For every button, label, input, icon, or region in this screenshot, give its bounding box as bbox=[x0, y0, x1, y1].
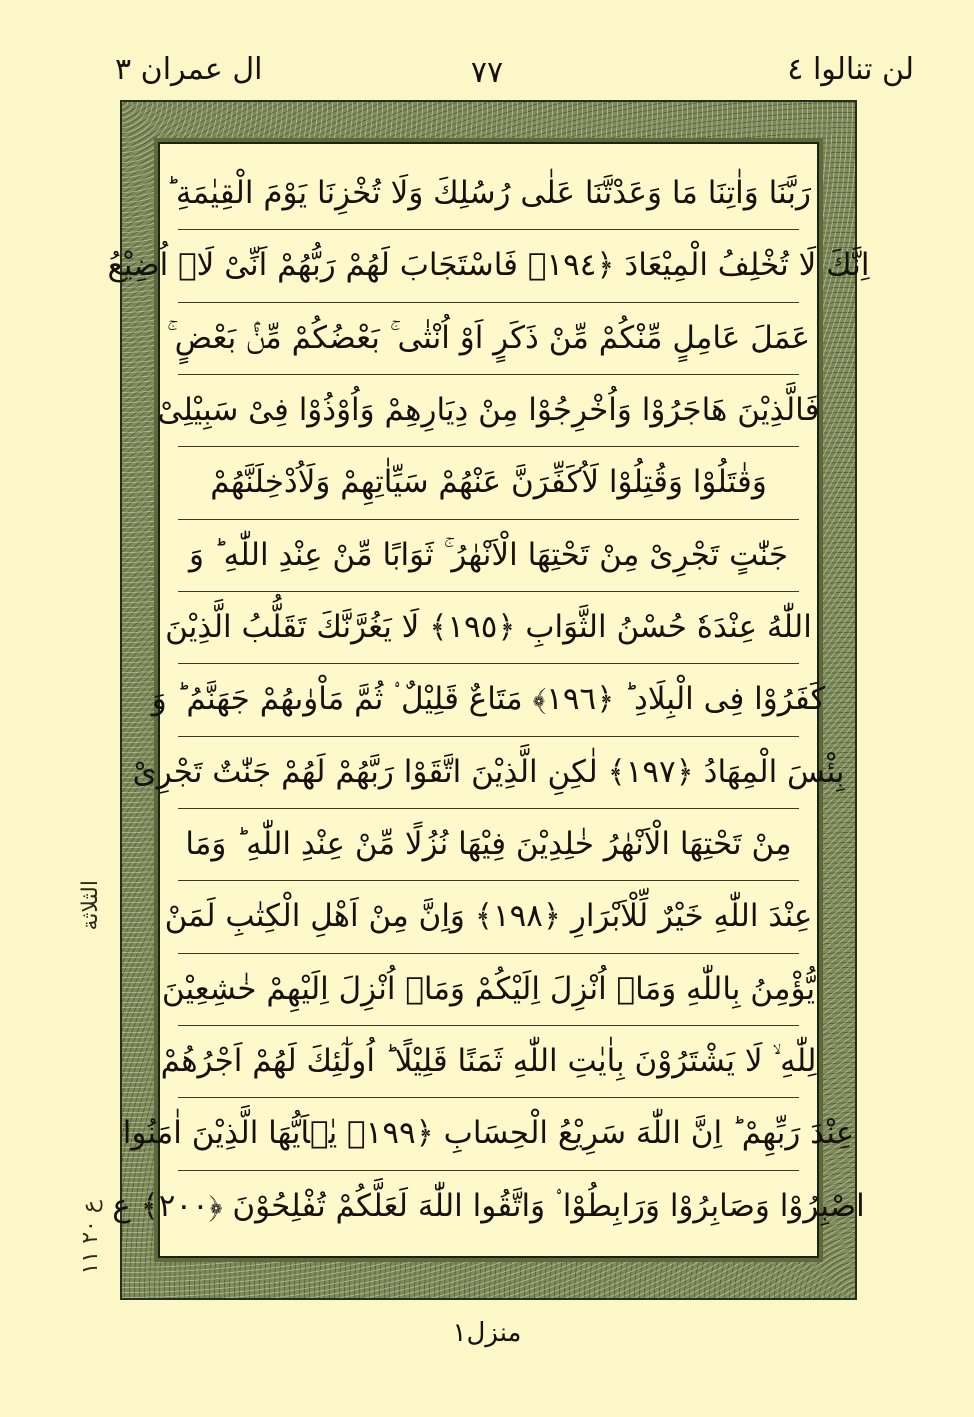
ornamental-border bbox=[107, 100, 870, 1300]
verse-line: اللّٰهُ عِنْدَهٗ حُسْنُ الثَّوَابِ ﴿١٩٥﴾ لَا يَغُرَّنَّكَ تَقَلُّبُ الَّذِيْنَ bbox=[178, 592, 799, 664]
verse-line: فَالَّذِيْنَ هَاجَرُوْا وَاُخْرِجُوْا مِنْ دِيَارِهِمْ وَاُوْذُوْا فِىْ سَبِيْلِىْ bbox=[178, 375, 799, 447]
footer-manzil: منزل١ bbox=[452, 1318, 522, 1348]
verse-line: اصْبِرُوْا وَصَابِرُوْا وَرَابِطُوْا ۟ وَاتَّقُوا اللّٰهَ لَعَلَّكُمْ تُفْلِحُوْنَ ﴿٢٠٠﴾ ع bbox=[112, 1187, 865, 1224]
verse-line: اِنَّكَ لَا تُخْلِفُ الْمِيْعَادَ ﴿١٩٤﴾ فَاسْتَجَابَ لَهُمْ رَبُّهُمْ اَنِّىْ لَاۤ اُضِيْعُ bbox=[178, 230, 799, 302]
verse-lines bbox=[107, 158, 870, 1242]
verse-line: وَقٰتَلُوْا وَقُتِلُوْا لَاُكَفِّرَنَّ عَنْهُمْ سَيِّاٰتِهِمْ وَلَاُدْخِلَنَّهُمْ bbox=[178, 447, 799, 519]
verse-line: مِنْ تَحْتِهَا الْاَنْهٰرُ خٰلِدِيْنَ فِيْهَا نُزُلًا مِّنْ عِنْدِ اللّٰهِ ؕ وَمَا bbox=[178, 809, 799, 881]
verse-line: عَمَلَ عَامِلٍ مِّنْكُمْ مِّنْ ذَكَرٍ اَوْ اُنْثٰى ۚ بَعْضُكُمْ مِّنْۢ بَعْضٍ ۚ bbox=[178, 303, 799, 375]
verse-line: عِنْدَ اللّٰهِ خَيْرٌ لِّلْاَبْرَارِ ﴿١٩٨﴾ وَاِنَّ مِنْ اَهْلِ الْكِتٰبِ لَمَنْ bbox=[178, 881, 799, 953]
header-surah-label: ال عمران ٣ bbox=[115, 52, 263, 87]
verse-line: يُّؤْمِنُ بِاللّٰهِ وَمَاۤ اُنْزِلَ اِلَيْكُمْ وَمَاۤ اُنْزِلَ اِلَيْهِمْ خٰشِعِيْنَ bbox=[178, 954, 799, 1026]
verse-line: رَبَّنَا وَاٰتِنَا مَا وَعَدْتَّنَا عَلٰى رُسُلِكَ وَلَا تُخْزِنَا يَوْمَ الْقِيٰمَةِ ؕ bbox=[178, 158, 799, 230]
header-page-number: ٧٧ bbox=[470, 55, 504, 90]
verse-line: جَنّٰتٍ تَجْرِىْ مِنْ تَحْتِهَا الْاَنْهٰرُ ۚ ثَوَابًا مِّنْ عِنْدِ اللّٰهِ ؕ وَ bbox=[178, 520, 799, 592]
margin-note-lower: ع ٢٠ ١١ bbox=[78, 1200, 103, 1275]
verse-line: كَفَرُوْا فِى الْبِلَادِ ؕ ﴿١٩٦﴾ مَتَاعٌ قَلِيْلٌ ۟ ثُمَّ مَاْوٰىهُمْ جَهَنَّمُ ؕ وَ bbox=[178, 664, 799, 736]
header-juz-label: لن تنالوا ٤ bbox=[787, 52, 914, 87]
verse-line: بِئْسَ الْمِهَادُ ﴿١٩٧﴾ لٰكِنِ الَّذِيْنَ اتَّقَوْا رَبَّهُمْ لَهُمْ جَنّٰتٌ تَجْرِىْ bbox=[178, 737, 799, 809]
margin-note-upper: الثلاثة bbox=[78, 880, 103, 931]
text-panel bbox=[107, 142, 870, 1258]
verse-line: لِلّٰهِ ۙ لَا يَشْتَرُوْنَ بِاٰيٰتِ اللّٰهِ ثَمَنًا قَلِيْلًا ؕ اُولٰٓئِكَ لَهُمْ اَجْرُهُمْ bbox=[178, 1026, 799, 1098]
verse-line: عِنْدَ رَبِّهِمْ ؕ اِنَّ اللّٰهَ سَرِيْعُ الْحِسَابِ ﴿١٩٩﴾ يٰۤاَيُّهَا الَّذِيْنَ اٰمَنُوا bbox=[178, 1098, 799, 1170]
